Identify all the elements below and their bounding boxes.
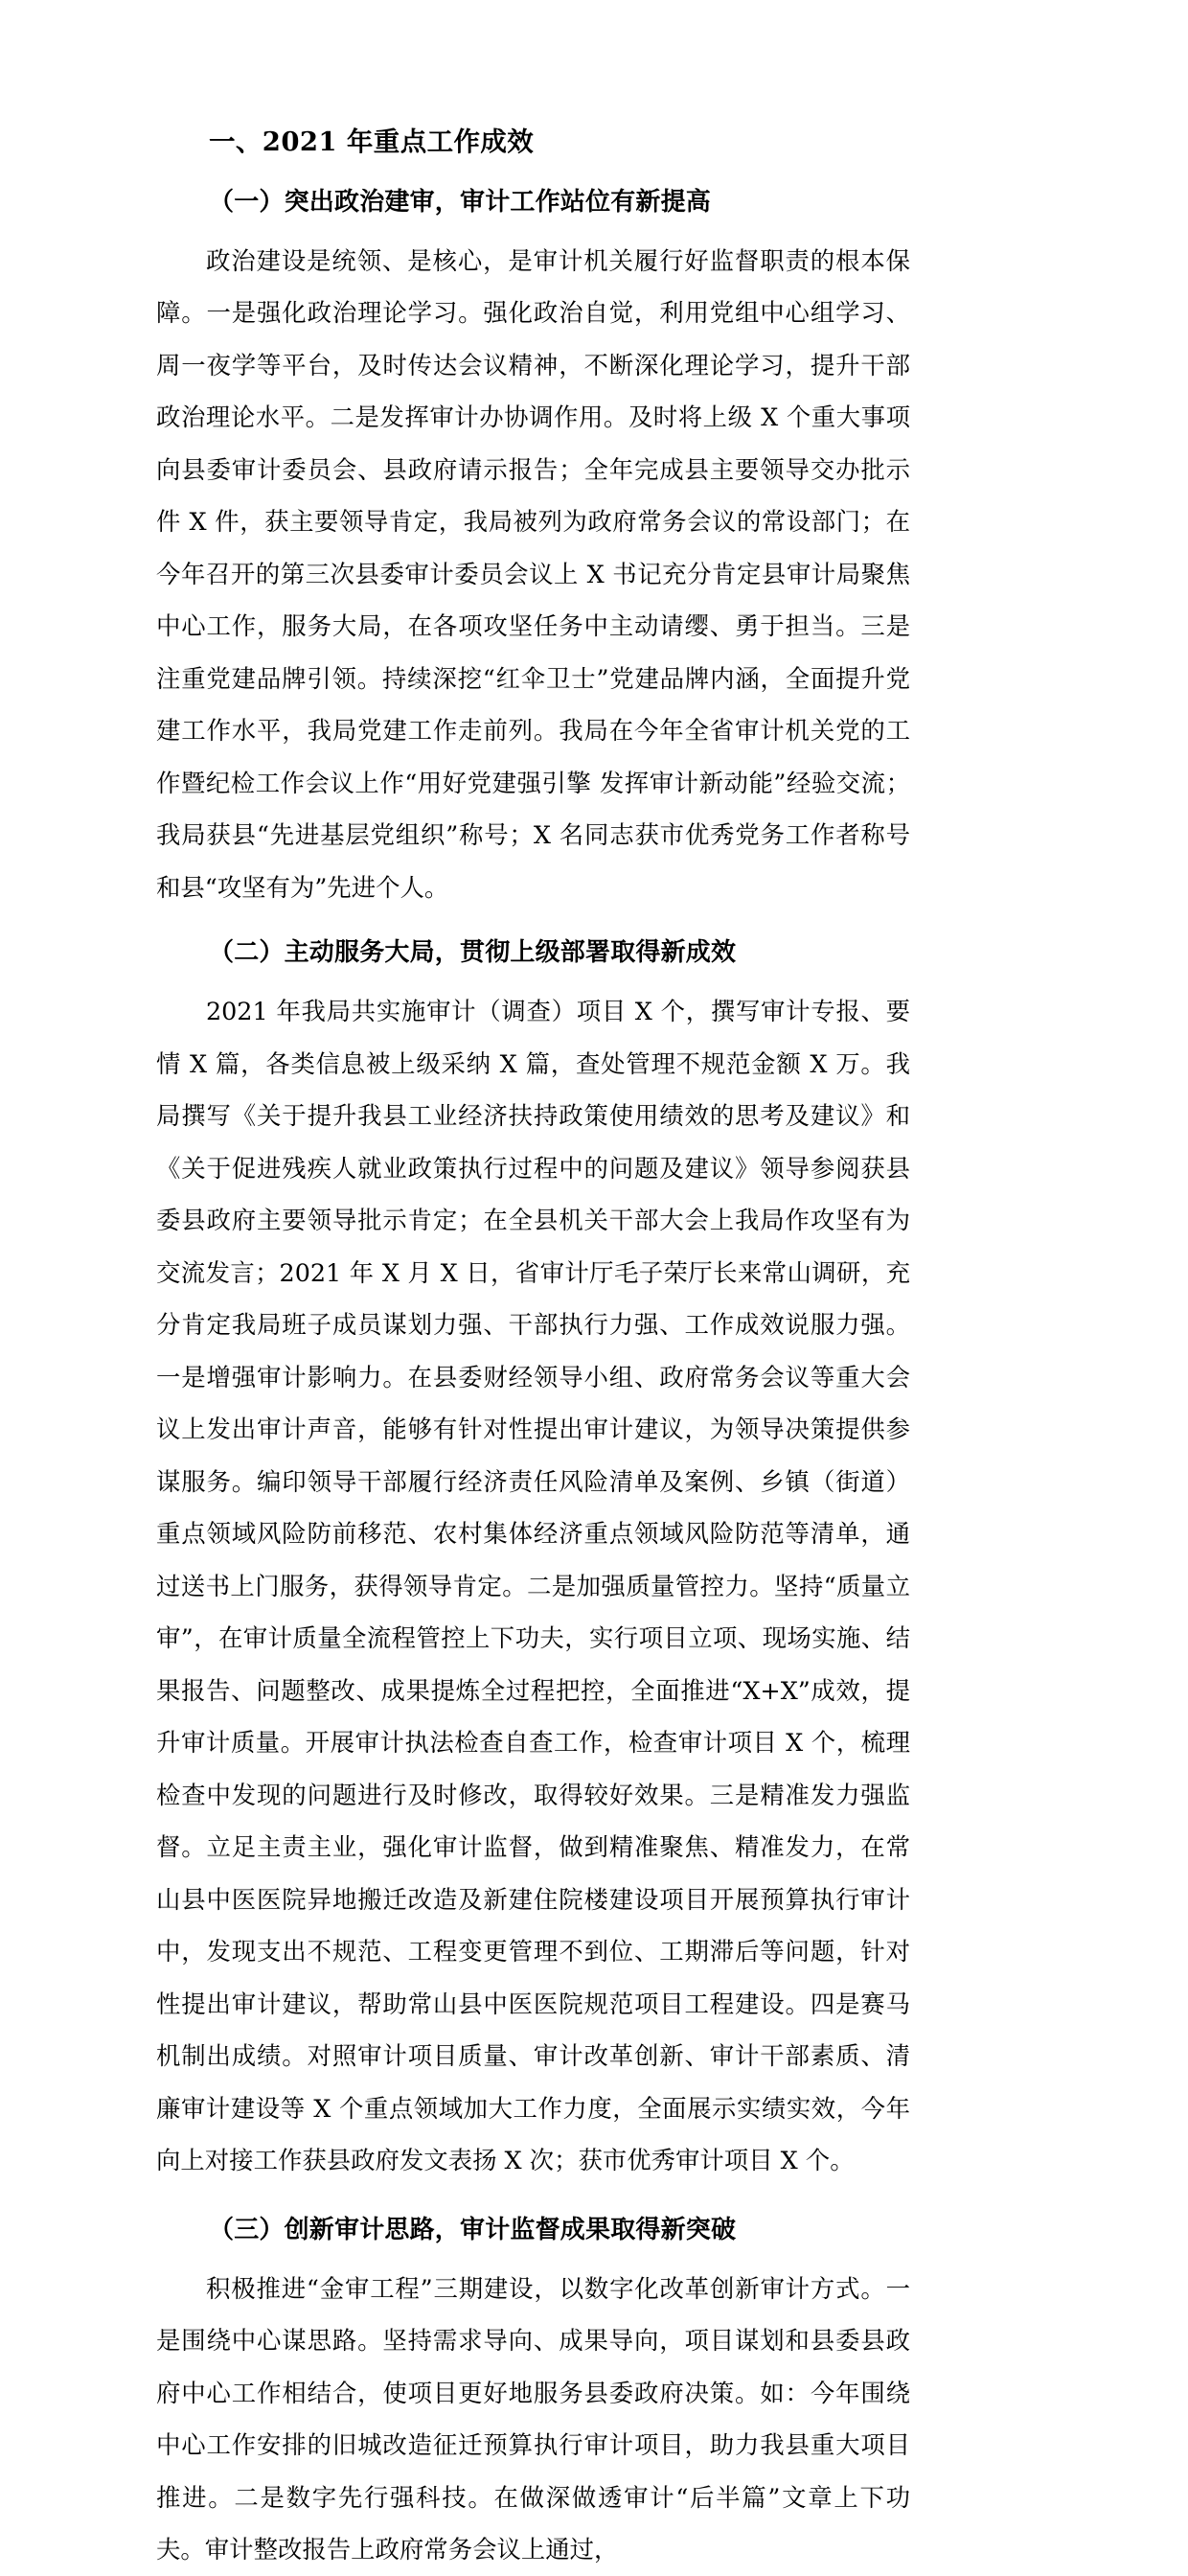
section-heading-2: （二）主动服务大局，贯彻上级部署取得新成效 (209, 938, 737, 968)
section-body-2: 2021 年我局共实施审计（调查）项目 X 个，撰写审计专报、要情 X 篇，各类信息被上级采纳 X 篇，查处管理不规范金额 X 万。我局撰写《关于提升我县工业经济扶持政策使用绩效的思考及建议》和《关于促进残疾人就业政策执行过程中的问题及建议》领导参阅获县委县政府主要领导批示肯定；在全县机关干部大会上我局作攻坚有为交流发言；2021 年 X 月 X 日，省审计厅毛子荣厅长来常山调研，充分肯定我局班子成员谋划力强、干部执行力强、工作成效说服力强。一是增强审计影响力。在县委财经领导小组、政府常务会议等重大会议上发出审计声音，能够有针对性提出审计建议，为领导决策提供参谋服务。编印领导干部履行经济责任风险清单及案例、乡镇（街道）重点领域风险防前移范、农村集体经济重点领域风险防范等清单，通过送书上门服务，获得领导肯定。二是加强质量管控力。坚持“质量立审”，在审计质量全流程管控上下功夫，实行项目立项、现场实施、结果报告、问题整改、成果提炼全过程把控，全面推进“X+X”成效，提升审计质量。开展审计执法检查自查工作，检查审计项目 X 个，梳理检查中发现的问题进行及时修改，取得较好效果。三是精准发力强监督。立足主责主业，强化审计监督，做到精准聚焦、精准发力，在常山县中医医院异地搬迁改造及新建住院楼建设项目开展预算执行审计中，发现支出不规范、工程变更管理不到位、工期滞后等问题，针对性提出审计建议，帮助常山县中医医院规范项目工程建设。四是赛马机制出成绩。对照审计项目质量、审计改革创新、审计干部素质、清廉审计建设等 X 个重点领域加大工作力度，全面展示实绩实效，今年向上对接工作获县政府发文表扬 X 次；获市优秀审计项目 X 个。 (156, 997, 910, 2175)
page-content (156, 123, 910, 2576)
section-heading-1: （一）突出政治建审，审计工作站位有新提高 (209, 187, 712, 217)
page-title: 一、2021 年重点工作成效 (209, 126, 535, 157)
section-body-3: 积极推进“金审工程”三期建设，以数字化改革创新审计方式。一是围绕中心谋思路。坚持需求导向、成果导向，项目谋划和县委县政府中心工作相结合，使项目更好地服务县委政府决策。如：今年围绕中心工作安排的旧城改造征迁预算执行审计项目，助力我县重大项目推进。二是数字先行强科技。在做深做透审计“后半篇”文章上下功夫。审计整改报告上政府常务会议上通过， (156, 2273, 910, 2564)
section-body-1: 政治建设是统领、是核心，是审计机关履行好监督职责的根本保障。一是强化政治理论学习。强化政治自觉，利用党组中心组学习、周一夜学等平台，及时传达会议精神，不断深化理论学习，提升干部政治理论水平。二是发挥审计办协调作用。及时将上级 X 个重大事项向县委审计委员会、县政府请示报告；全年完成县主要领导交办批示件 X 件，获主要领导肯定，我局被列为政府常务会议的常设部门；在今年召开的第三次县委审计委员会议上 X 书记充分肯定县审计局聚焦中心工作，服务大局，在各项攻坚任务中主动请缨、勇于担当。三是注重党建品牌引领。持续深挖“红伞卫士”党建品牌内涵，全面提升党建工作水平，我局党建工作走前列。我局在今年全省审计机关党的工作暨纪检工作会议上作“用好党建强引擎 发挥审计新动能”经验交流；我局获县“先进基层党组织”称号；X 名同志获市优秀党务工作者称号和县“攻坚有为”先进个人。 (156, 245, 910, 902)
section-heading-3: （三）创新审计思路，审计监督成果取得新突破 (209, 2215, 737, 2244)
